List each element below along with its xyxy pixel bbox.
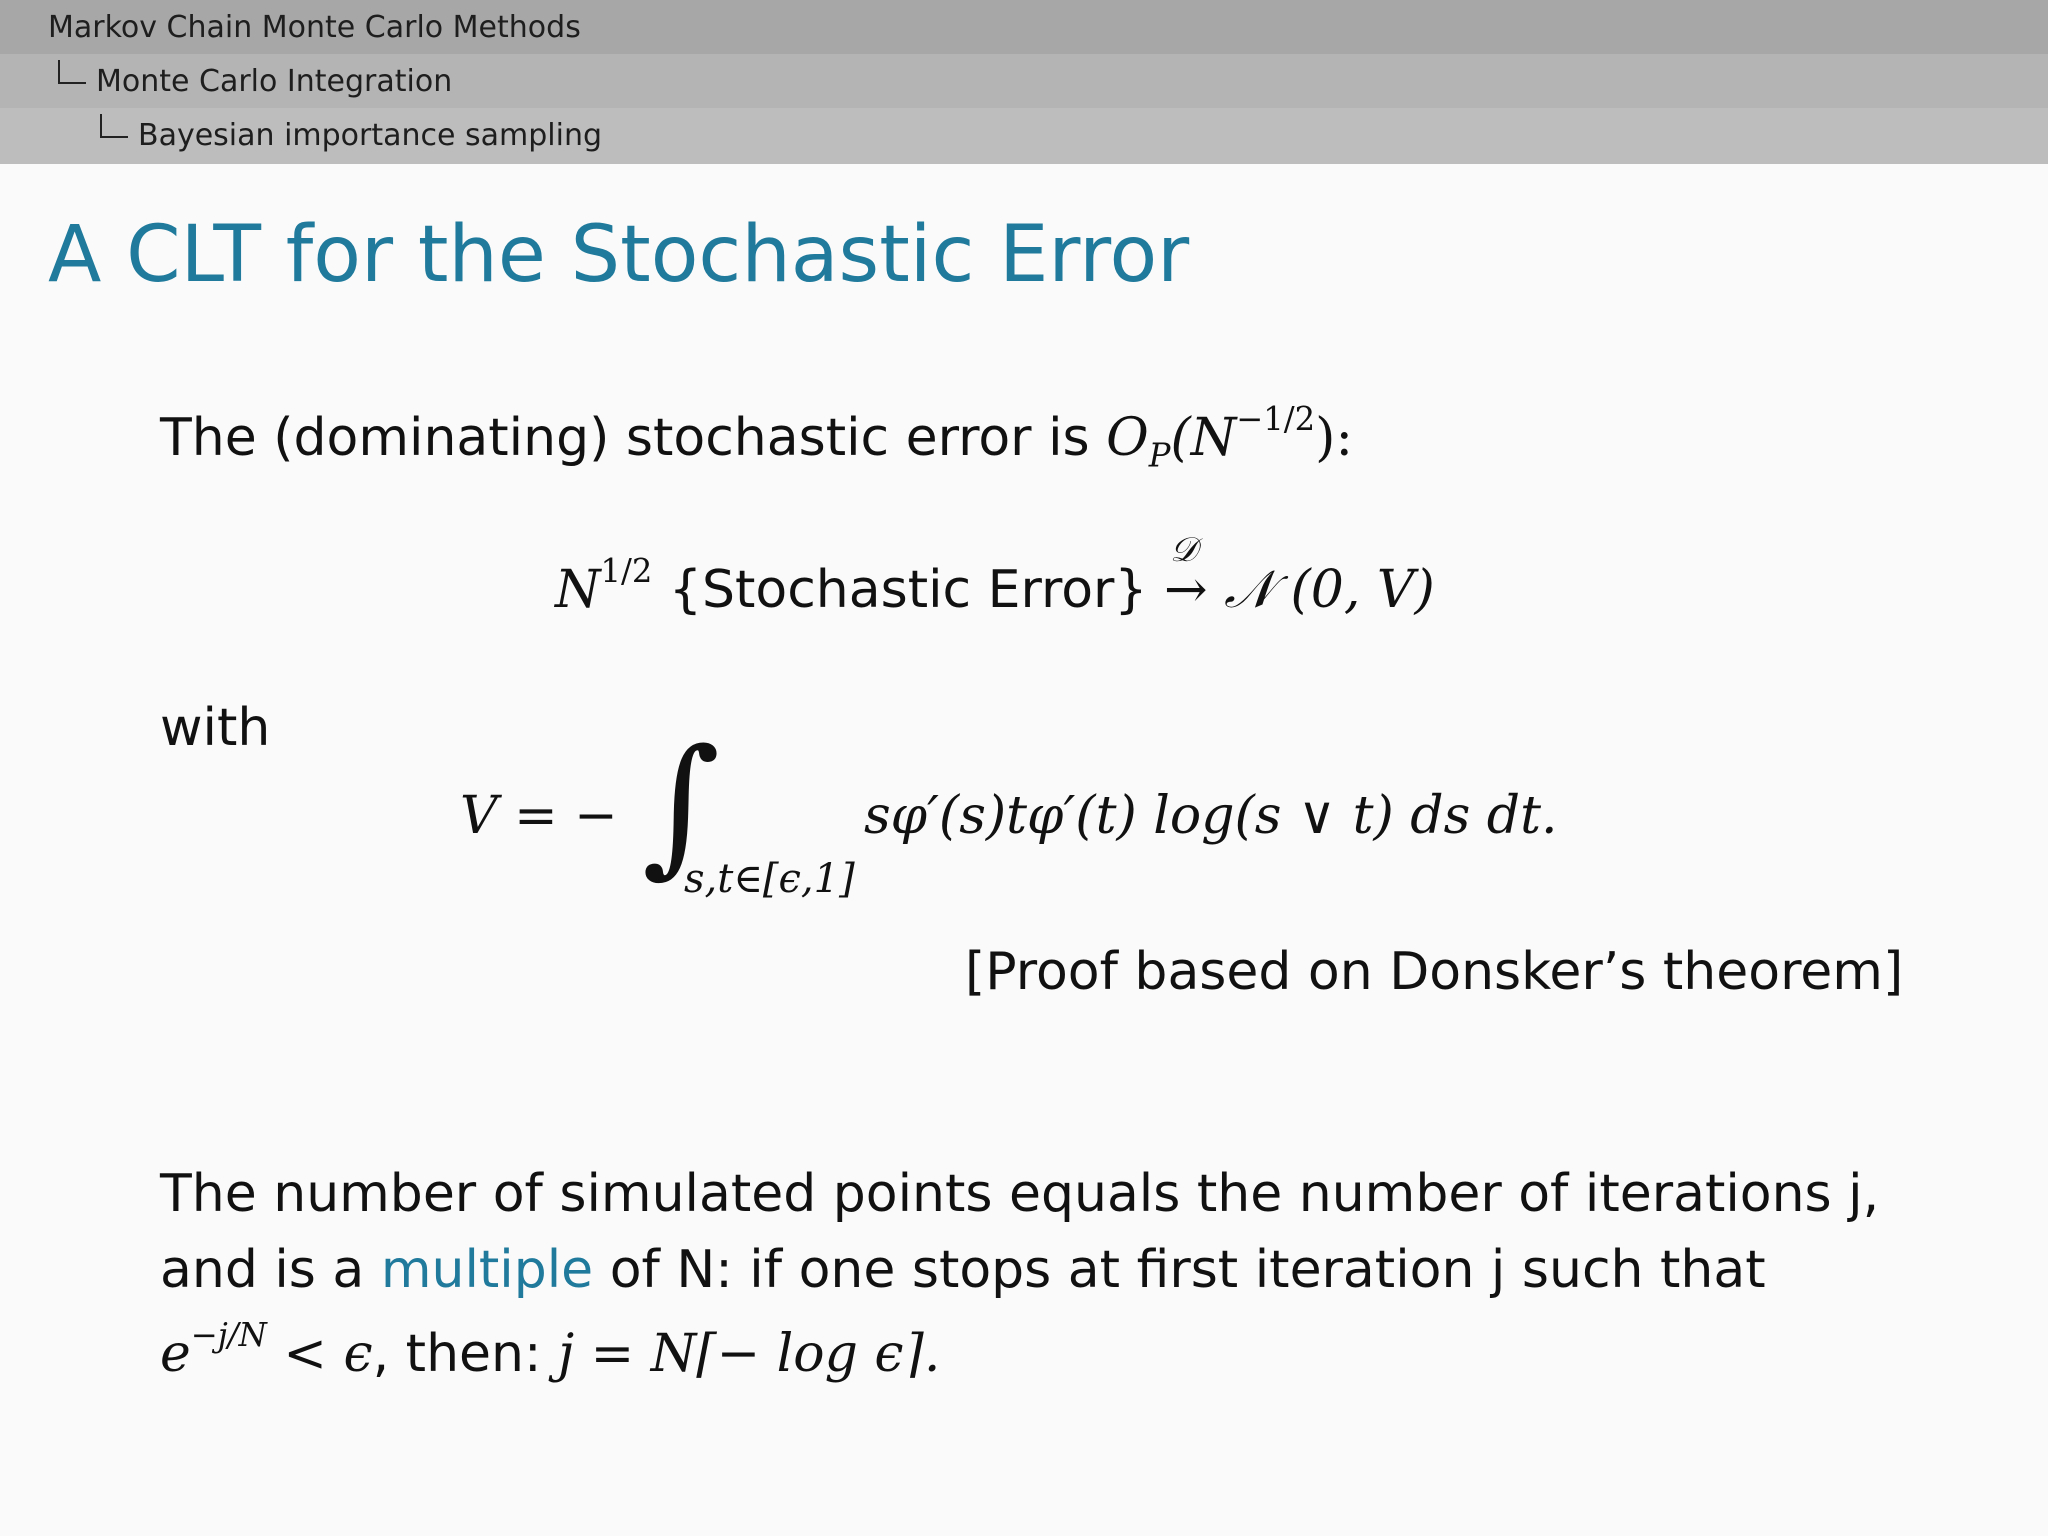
breadcrumb-bar-1 <box>0 0 2048 54</box>
breadcrumb-bar-2 <box>0 54 2048 108</box>
eq2-lhs: V = − <box>460 786 618 846</box>
paragraph-line-1: The number of simulated points equals the number of iterations j, <box>160 1164 1880 1224</box>
breadcrumb-subsubsection[interactable]: Bayesian importance sampling <box>138 118 603 153</box>
paragraph-line-2 <box>160 1240 1766 1300</box>
eq1-lhs-sup: 1/2 <box>600 552 653 590</box>
with-text: with <box>160 698 271 758</box>
intro-math-o: O <box>1106 408 1149 469</box>
convergence-arrow <box>1164 530 1208 621</box>
intro-math-sup: −1/2 <box>1236 400 1316 438</box>
proof-note: [Proof based on Donsker’s theorem] <box>965 942 1904 1002</box>
integral-limits: s,t∈[ϵ,1] <box>684 856 855 902</box>
eq1-rhs: 𝒩 (0, V) <box>1224 560 1435 621</box>
slide-title: A CLT for the Stochastic Error <box>48 210 1190 300</box>
para-line3-ineq: < ϵ <box>283 1324 373 1385</box>
breadcrumb-subsection[interactable]: Monte Carlo Integration <box>96 64 453 99</box>
para-line2-a: and is a <box>160 1240 365 1300</box>
para-line2-b: of N: if one stops at first iteration j such that <box>609 1240 1766 1300</box>
para-line3-final: j = N⌈− log ϵ⌉. <box>558 1324 941 1385</box>
eq1-lhs: N <box>555 560 601 621</box>
breadcrumb-bar-3 <box>0 108 2048 164</box>
tree-corner-icon <box>100 114 128 138</box>
multiple-link[interactable]: multiple <box>380 1240 594 1300</box>
eq1-arrow: → <box>1164 560 1208 621</box>
intro-math-sub: P <box>1148 436 1171 475</box>
eq1-over: 𝒟 <box>1170 530 1198 571</box>
clt-equation <box>555 530 1435 621</box>
para-line3-sup: −j/N <box>190 1316 267 1354</box>
integral-sign: ∫ <box>642 718 721 892</box>
tree-corner-icon <box>58 60 86 84</box>
intro-math-paren: (N <box>1170 408 1237 469</box>
intro-line <box>160 400 1353 474</box>
eq1-brace-text: {Stochastic Error} <box>668 560 1148 621</box>
para-line3-e: e <box>160 1324 191 1385</box>
eq2-integrand: sφ′(s)tφ′(t) log(s ∨ t) ds dt. <box>864 786 1558 846</box>
breadcrumb-section[interactable]: Markov Chain Monte Carlo Methods <box>48 10 581 45</box>
intro-text: The (dominating) stochastic error is <box>160 408 1090 469</box>
intro-math-close: ): <box>1315 408 1353 469</box>
para-line3-then: , then: <box>372 1324 542 1385</box>
paragraph-line-3 <box>160 1316 940 1384</box>
